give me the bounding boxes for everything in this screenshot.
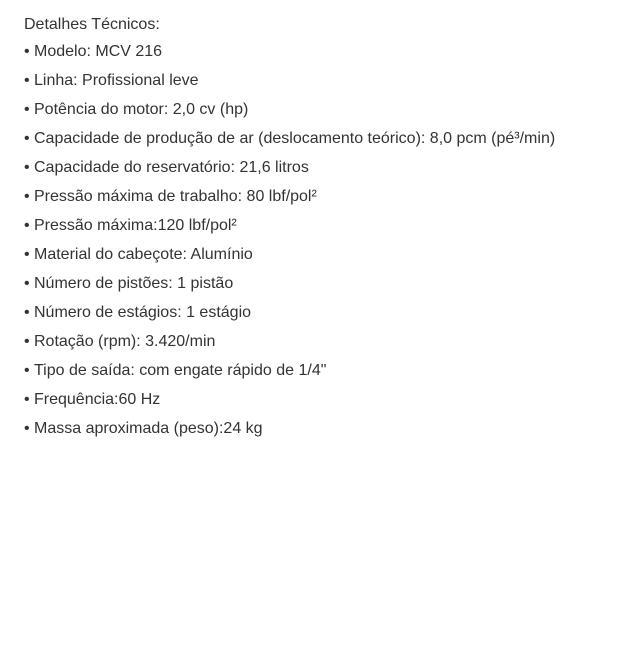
- technical-details-section: [24, 12, 624, 443]
- spec-item-pistons: [24, 269, 624, 298]
- bullet: •: [24, 246, 30, 263]
- bullet: •: [24, 333, 30, 350]
- spec-item-head-material: [24, 240, 624, 269]
- spec-item-text: Capacidade do reservatório: 21,6 litros: [34, 159, 309, 176]
- technical-details-list: [24, 37, 624, 443]
- bullet: •: [24, 188, 30, 205]
- spec-item-stages: [24, 298, 624, 327]
- spec-item-text: Número de pistões: 1 pistão: [34, 275, 234, 292]
- spec-item-text: Pressão máxima de trabalho: 80 lbf/pol²: [34, 188, 317, 205]
- bullet: •: [24, 304, 30, 321]
- spec-item-text: Número de estágios: 1 estágio: [34, 304, 252, 321]
- spec-item-model: [24, 37, 624, 66]
- spec-item-rotation: [24, 327, 624, 356]
- spec-item-working-pressure: [24, 182, 624, 211]
- spec-item-text: Pressão máxima:120 lbf/pol²: [34, 217, 237, 234]
- spec-item-text: Linha: Profissional leve: [34, 72, 199, 89]
- bullet: •: [24, 362, 30, 379]
- spec-item-text: Capacidade de produção de ar (deslocamento teórico): 8,0 pcm (pé³/min): [34, 130, 556, 147]
- bullet: •: [24, 72, 30, 89]
- bullet: •: [24, 43, 30, 60]
- technical-details-heading: Detalhes Técnicos:: [24, 16, 160, 33]
- spec-item-text: Tipo de saída: com engate rápido de 1/4": [34, 362, 327, 379]
- spec-item-air-capacity: [24, 124, 624, 153]
- spec-item-text: Rotação (rpm): 3.420/min: [34, 333, 216, 350]
- spec-item-outlet-type: [24, 356, 624, 385]
- spec-item-text: Modelo: MCV 216: [34, 43, 163, 60]
- bullet: •: [24, 159, 30, 176]
- spec-item-text: Frequência:60 Hz: [34, 391, 161, 408]
- spec-item-text: Potência do motor: 2,0 cv (hp): [34, 101, 249, 118]
- bullet: •: [24, 391, 30, 408]
- spec-item-tank-capacity: [24, 153, 624, 182]
- bullet: •: [24, 275, 30, 292]
- bullet: •: [24, 101, 30, 118]
- spec-item-line: [24, 66, 624, 95]
- spec-item-motor-power: [24, 95, 624, 124]
- bullet: •: [24, 420, 30, 437]
- bullet: •: [24, 217, 30, 234]
- spec-item-weight: [24, 414, 624, 443]
- spec-item-max-pressure: [24, 211, 624, 240]
- spec-item-frequency: [24, 385, 624, 414]
- bullet: •: [24, 130, 30, 147]
- spec-item-text: Massa aproximada (peso):24 kg: [34, 420, 263, 437]
- spec-item-text: Material do cabeçote: Alumínio: [34, 246, 253, 263]
